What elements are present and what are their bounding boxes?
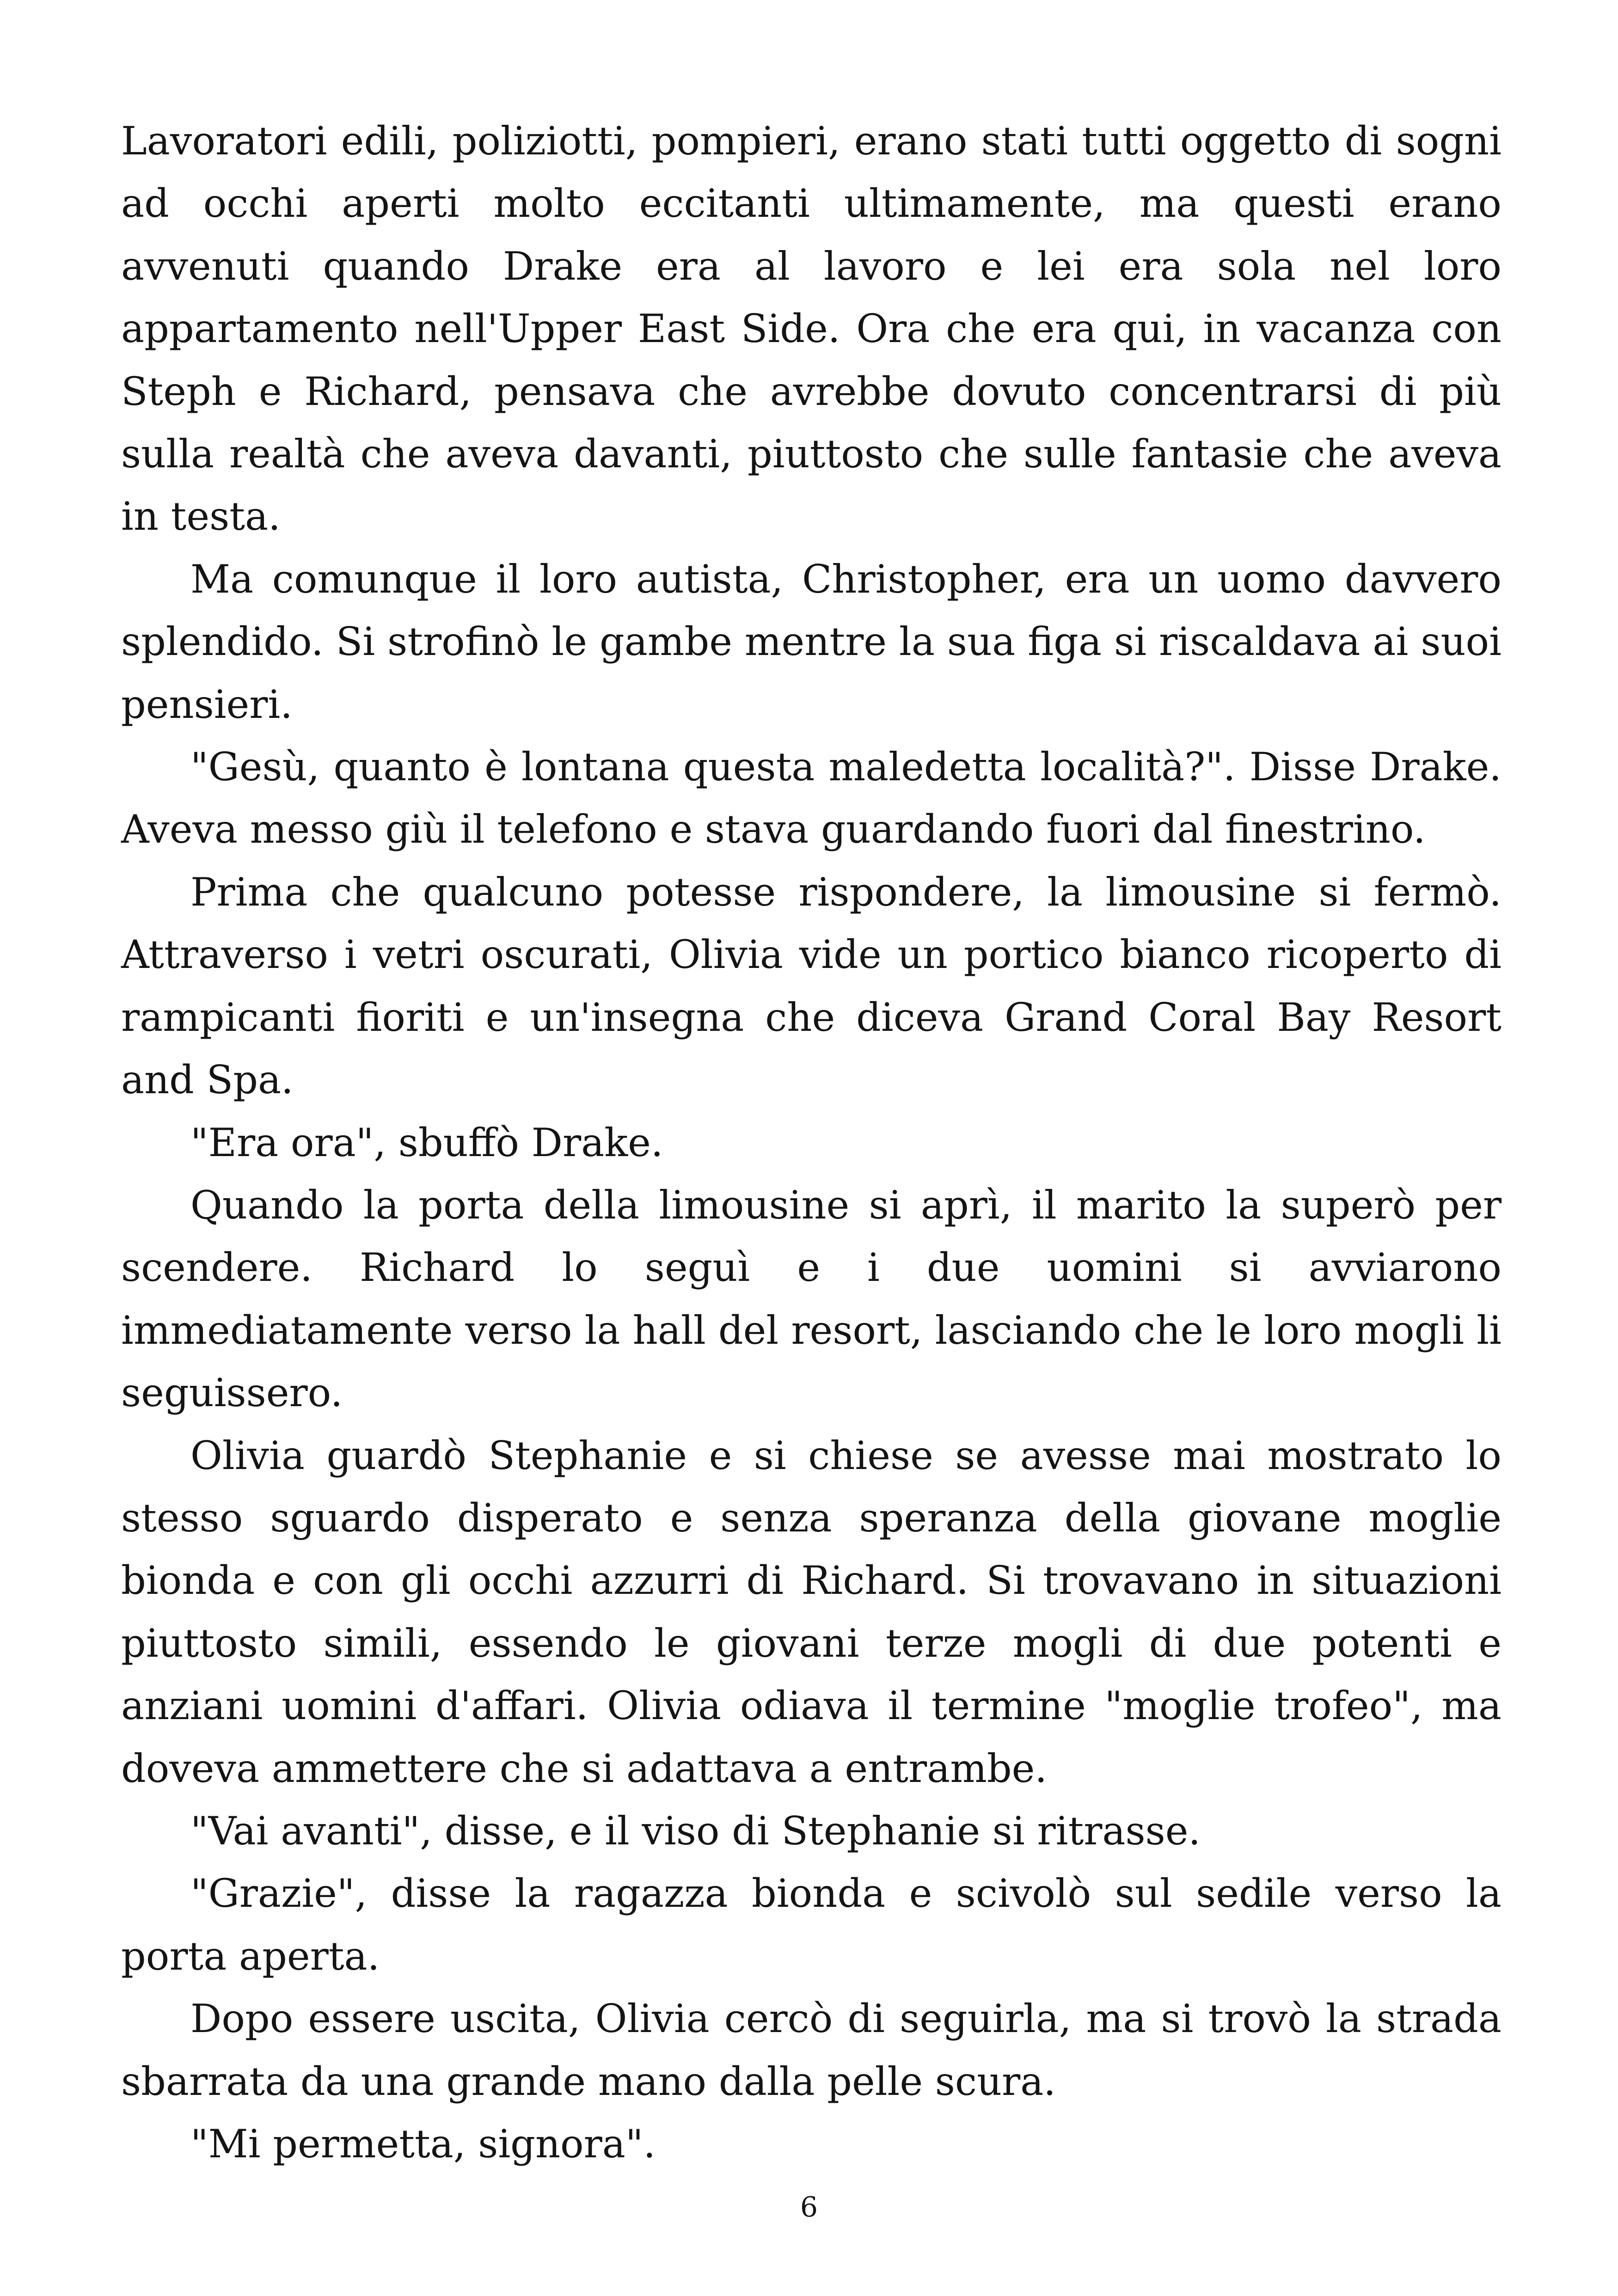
paragraph: Lavoratori edili, poliziotti, pompieri, erano stati tutti oggetto di sogni ad occhi aperti molto eccitanti ultimamente, ma questi erano avvenuti quando Drake era al lavoro e lei era sola nel loro appartamento nell'Upper East Side. Ora che era qui, in vacanza con Steph e Richard, pensava che avrebbe dovuto concentrarsi di più sulla realtà che aveva davanti, piuttosto che sulle fantasie che aveva in testa. <box>121 118 1502 539</box>
paragraph: Prima che qualcuno potesse rispondere, la limousine si fermò. Attraverso i vetri oscurati, Olivia vide un portico bianco ricoperto di rampicanti fioriti e un'insegna che diceva Grand Coral Bay Resort and Spa. <box>121 869 1502 1103</box>
page-number: 6 <box>800 2191 818 2223</box>
paragraph: "Grazie", disse la ragazza bionda e scivolò sul sedile verso la porta aperta. <box>121 1871 1502 1979</box>
paragraph: "Era ora", sbuffò Drake. <box>190 1120 663 1165</box>
body-text <box>121 110 1502 2175</box>
paragraph: Dopo essere uscita, Olivia cercò di seguirla, ma si trovò la strada sbarrata da una grande mano dalla pelle scura. <box>121 1996 1502 2104</box>
paragraph: Ma comunque il loro autista, Christopher, era un uomo davvero splendido. Si strofinò le gambe mentre la sua figa si riscaldava ai suoi pensieri. <box>121 556 1502 727</box>
paragraph: Quando la porta della limousine si aprì, il marito la superò per scendere. Richard lo seguì e i due uomini si avviarono immediatamente verso la hall del resort, lasciando che le loro mogli li seguissero. <box>121 1182 1502 1416</box>
paragraph: "Mi permetta, signora". <box>190 2121 656 2167</box>
paragraph: "Gesù, quanto è lontana questa maledetta località?". Disse Drake. Aveva messo giù il telefono e stava guardando fuori dal finestrino. <box>121 744 1502 852</box>
paragraph: Olivia guardò Stephanie e si chiese se avesse mai mostrato lo stesso sguardo disperato e senza speranza della giovane moglie bionda e con gli occhi azzurri di Richard. Si trovavano in situazioni piuttosto simili, essendo le giovani terze mogli di due potenti e anziani uomini d'affari. Olivia odiava il termine "moglie trofeo", ma doveva ammettere che si adattava a entrambe. <box>121 1433 1502 1791</box>
paragraph: "Vai avanti", disse, e il viso di Stephanie si ritrasse. <box>190 1808 1201 1854</box>
